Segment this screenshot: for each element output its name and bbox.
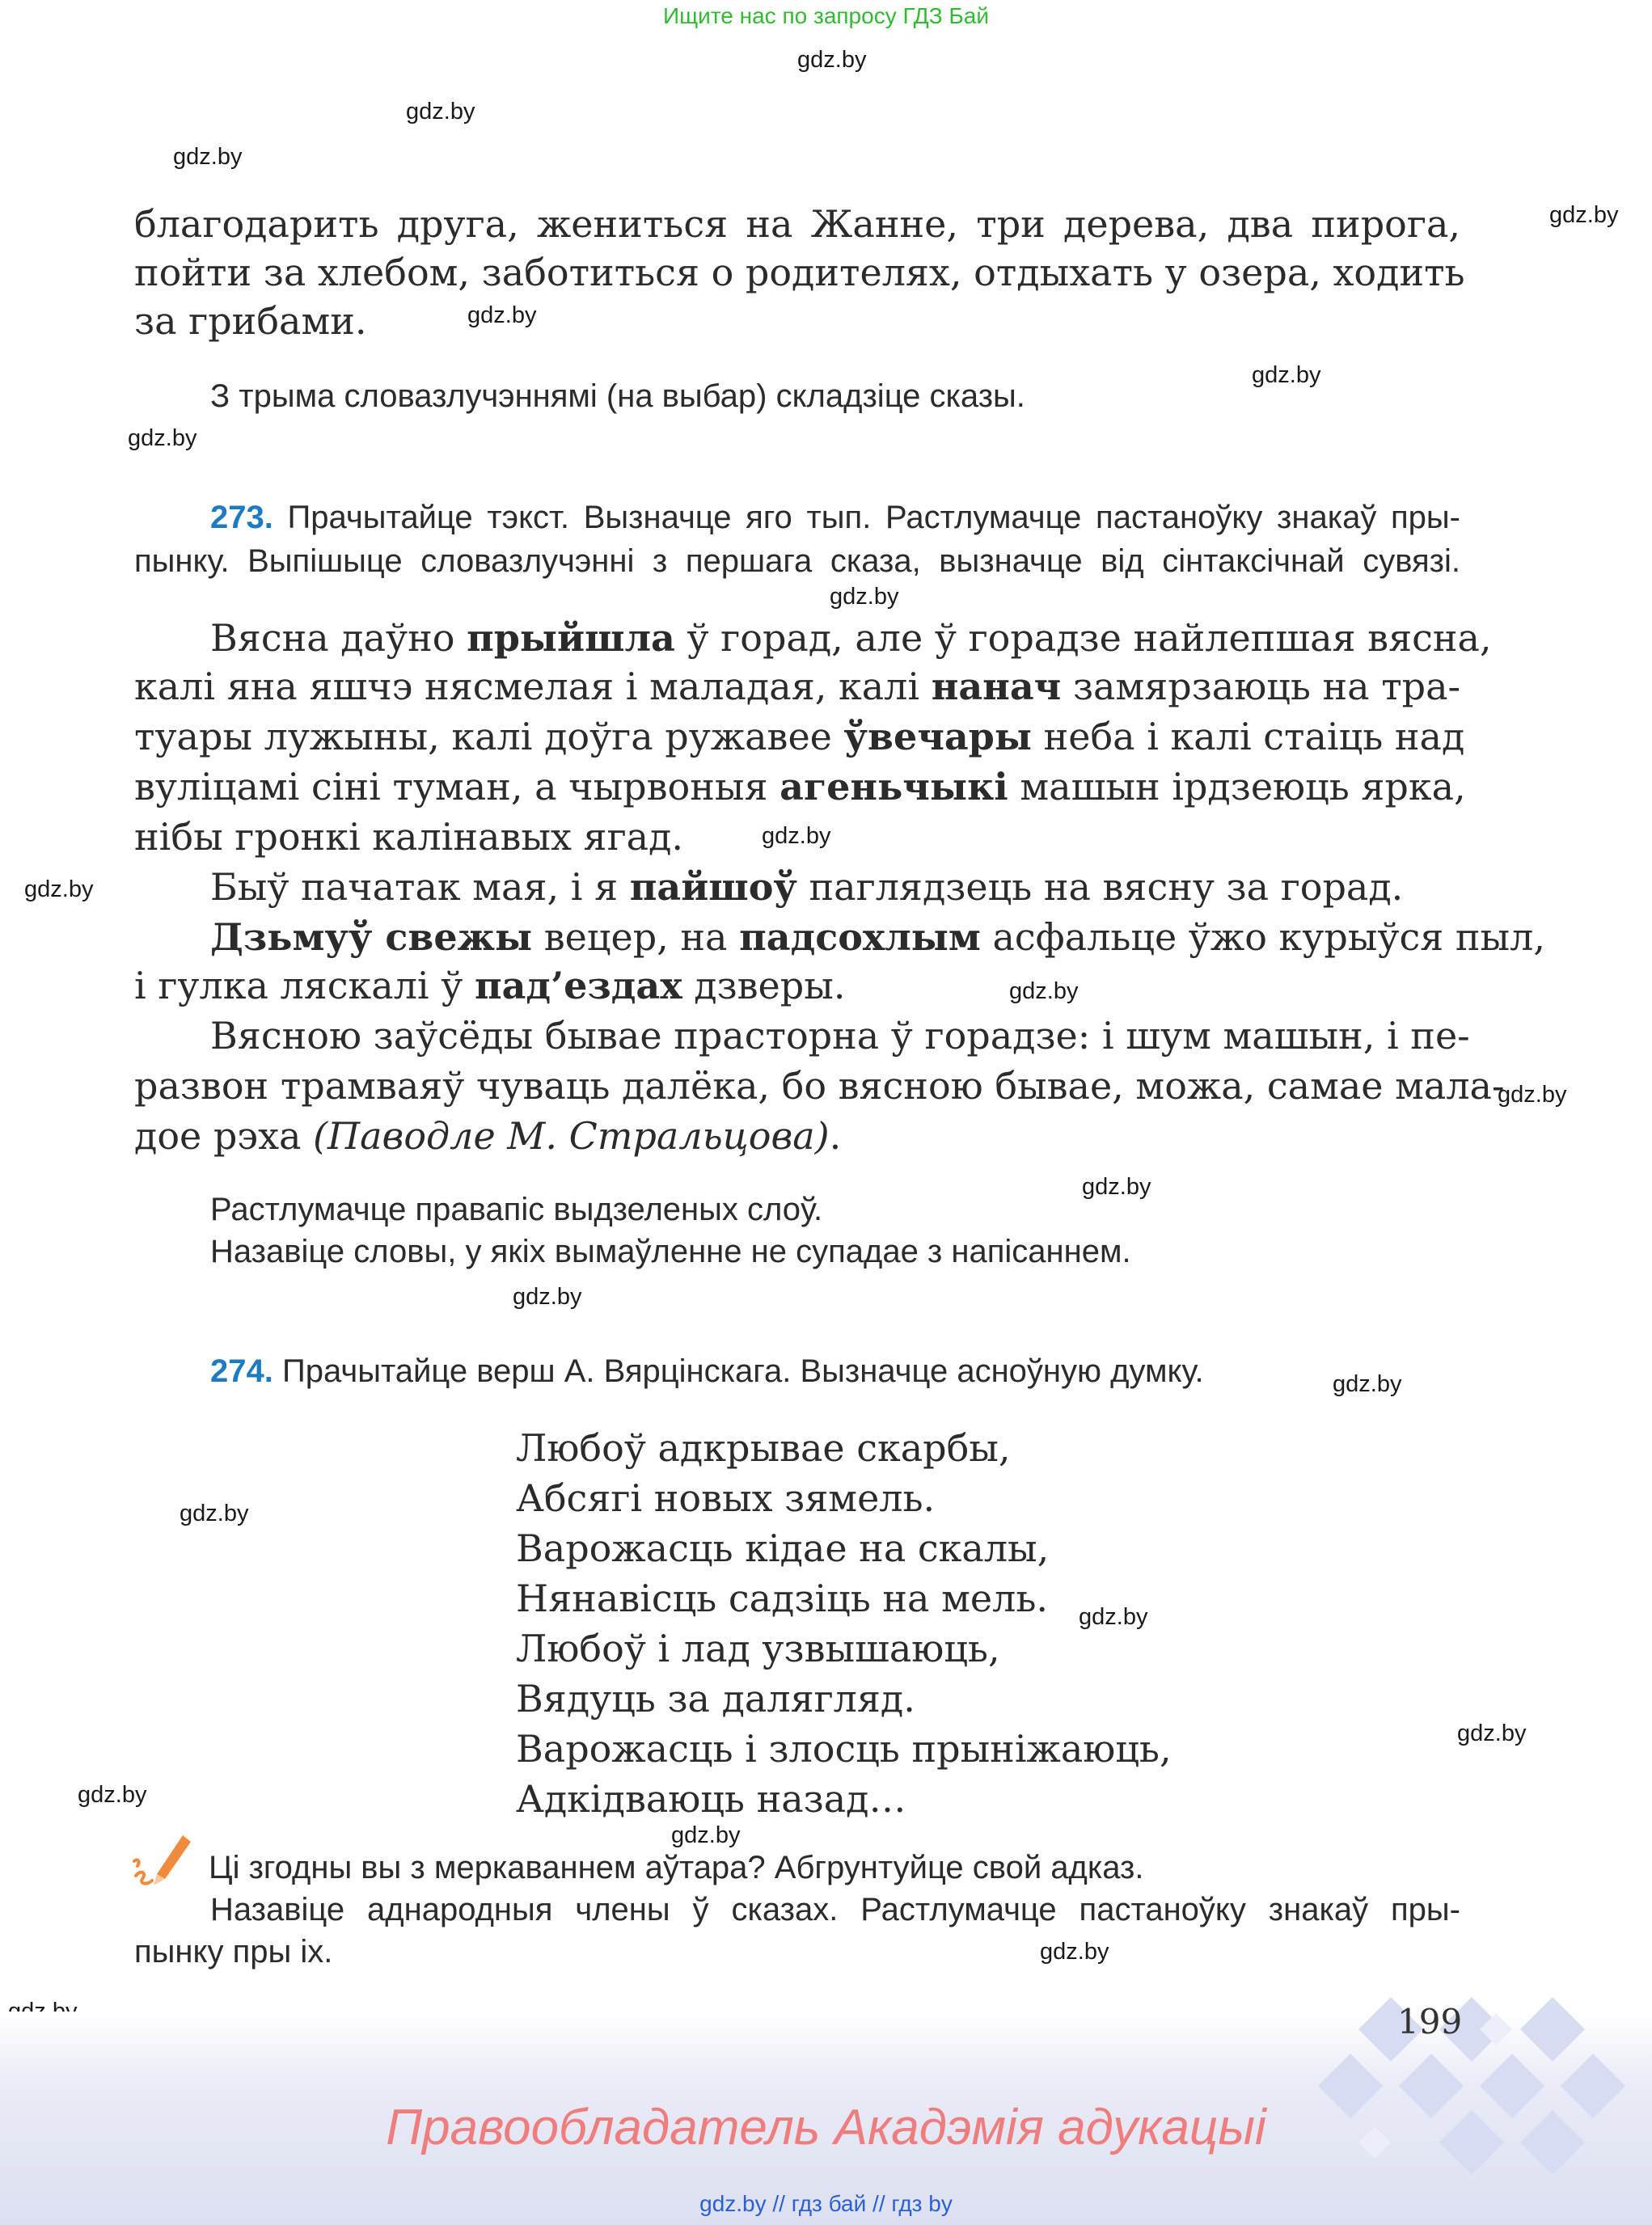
highlighted-word: пад’ездах [474, 964, 682, 1007]
watermark: gdz.by [1040, 1939, 1109, 1965]
ex273-text-line: калі яна яшчэ нясмелая і маладая, калі нанач замярзаюць на тра- [134, 665, 1461, 708]
ex274-task [210, 1353, 1460, 1390]
ex273-text-line: Вясною заўсёды бывае прасторна ў горадзе: і шум машын, і пе- [210, 1014, 1470, 1058]
watermark: gdz.by [1549, 202, 1619, 228]
ex273-text-line: развон трамваяў чуваць далёка, бо вясною бывае, можа, самае мала- [134, 1064, 1505, 1108]
watermark: gdz.by [513, 1284, 582, 1310]
watermark: gdz.by [797, 47, 867, 73]
watermark: gdz.by [1082, 1174, 1151, 1200]
prev-exercise-line: за грибами. [134, 299, 367, 343]
watermark: gdz.by [406, 99, 475, 125]
ex274-task-text: Прачытайце верш А. Вярцінскага. Вызначце асноўную думку. [281, 1353, 1204, 1389]
poem-line: Абсягі новых зямель. [516, 1476, 936, 1520]
poem-line: Вядуць за далягляд. [516, 1677, 915, 1720]
ex273-question: Растлумачце правапіс выдзеленых слоў. [210, 1192, 823, 1227]
watermark: gdz.by [180, 1501, 249, 1526]
top-banner[interactable]: Ищите нас по запросу ГДЗ Бай [662, 3, 990, 28]
poem-line: Варожасць кідае на скалы, [516, 1526, 1050, 1570]
watermark: gdz.by [1457, 1720, 1527, 1746]
ex274-question: пынку пры іх. [134, 1934, 333, 1970]
prev-exercise-line: благодарить друга, жениться на Жанне, три дерева, два пирога, [134, 202, 1460, 246]
ex274-number: 274. [210, 1353, 273, 1389]
watermark: gdz.by [1079, 1604, 1148, 1630]
watermark: gdz.by [830, 584, 899, 610]
ex273-text-line: вуліцамі сіні туман, а чырвоныя агеньчыкі машын ірдзеюць ярка, [134, 765, 1466, 809]
poem-line: Любоў адкрывае скарбы, [516, 1426, 1011, 1470]
watermark: gdz.by [1252, 362, 1321, 388]
ex274-question: Назавіце аднародныя члены ў сказах. Растлумачце пастаноўку знакаў пры- [210, 1892, 1460, 1927]
watermark: gdz.by [671, 1822, 741, 1848]
ex273-text-line: дое рэха (Паводле М. Стральцова). [134, 1114, 842, 1158]
highlighted-word: агеньчыкі [780, 765, 1008, 809]
watermark: gdz.by [1498, 1082, 1567, 1108]
watermark: gdz.by [24, 876, 94, 902]
watermark: gdz.by [1009, 978, 1079, 1004]
footer-links[interactable]: gdz.by // гдз бай // гдз by [699, 2191, 953, 2216]
prev-exercise-line: пойти за хлебом, заботиться о родителях, отдыхать у озера, ходить [134, 251, 1465, 294]
ex273-text-line: Вясна даўно прыйшла ў горад, але ў горадзе найлепшая вясна, [210, 616, 1492, 660]
ex273-text-line: нібы гронкі калінавых ягад. [134, 815, 684, 859]
watermark: gdz.by [1333, 1371, 1402, 1397]
watermark: gdz.by [128, 425, 197, 451]
watermark: gdz.by [762, 823, 831, 849]
highlighted-word: Дзьмуў свежы [210, 915, 533, 959]
page-number: 199 [1397, 2002, 1463, 2041]
ex273-number: 273. [210, 500, 273, 535]
ex273-text-line: Быў пачатак мая, і я пайшоў паглядзець на вясну за горад. [210, 865, 1404, 909]
highlighted-word: пайшоў [629, 865, 797, 909]
ex273-text-line: і гулка ляскалі ў пад’ездах дзверы. [134, 964, 846, 1007]
prev-exercise-task: З трыма словазлучэннямі (на выбар) складзіце сказы. [210, 378, 1025, 414]
pencil-icon [129, 1826, 194, 1890]
poem-line: Варожасць і злосць прыніжаюць, [516, 1727, 1172, 1771]
ex273-text-line: туары лужыны, калі доўга ружавее ўвечары неба і калі стаіць над [134, 715, 1465, 758]
copyright-notice: Правообладатель Акадэмія адукацыі [386, 2100, 1266, 2155]
ex273-task-line1 [210, 500, 1460, 536]
watermark: gdz.by [78, 1782, 147, 1808]
source-attribution: (Паводле М. Стральцова) [313, 1114, 830, 1158]
ex274-question: Ці згодны вы з меркаваннем аўтара? Абгрунтуйце свой адказ. [209, 1850, 1144, 1885]
ex273-task-text: Прачытайце тэкст. Вызначце яго тып. Растлумачце пастаноўку знакаў пры- [287, 500, 1460, 535]
ex273-question: Назавіце словы, у якіх вымаўленне не супадае з напісаннем. [210, 1234, 1131, 1269]
poem-line: Любоў і лад узвышаюць, [516, 1627, 1000, 1670]
ex273-task-line2: пынку. Выпішыце словазлучэнні з першага сказа, вызначце від сінтаксічнай сувязі. [134, 543, 1460, 579]
watermark: gdz.by [467, 302, 537, 328]
highlighted-word: нанач [931, 665, 1062, 708]
poem-line: Нянавісць садзіць на мель. [516, 1577, 1048, 1620]
poem-line: Адкідваюць назад… [516, 1777, 906, 1821]
highlighted-word: прыйшла [467, 616, 675, 660]
ex273-text-line: Дзьмуў свежы вецер, на падсохлым асфальце ўжо курыўся пыл, [210, 915, 1545, 959]
watermark: gdz.by [173, 144, 243, 170]
highlighted-word: падсохлым [739, 915, 981, 959]
highlighted-word: ўвечары [843, 715, 1032, 758]
